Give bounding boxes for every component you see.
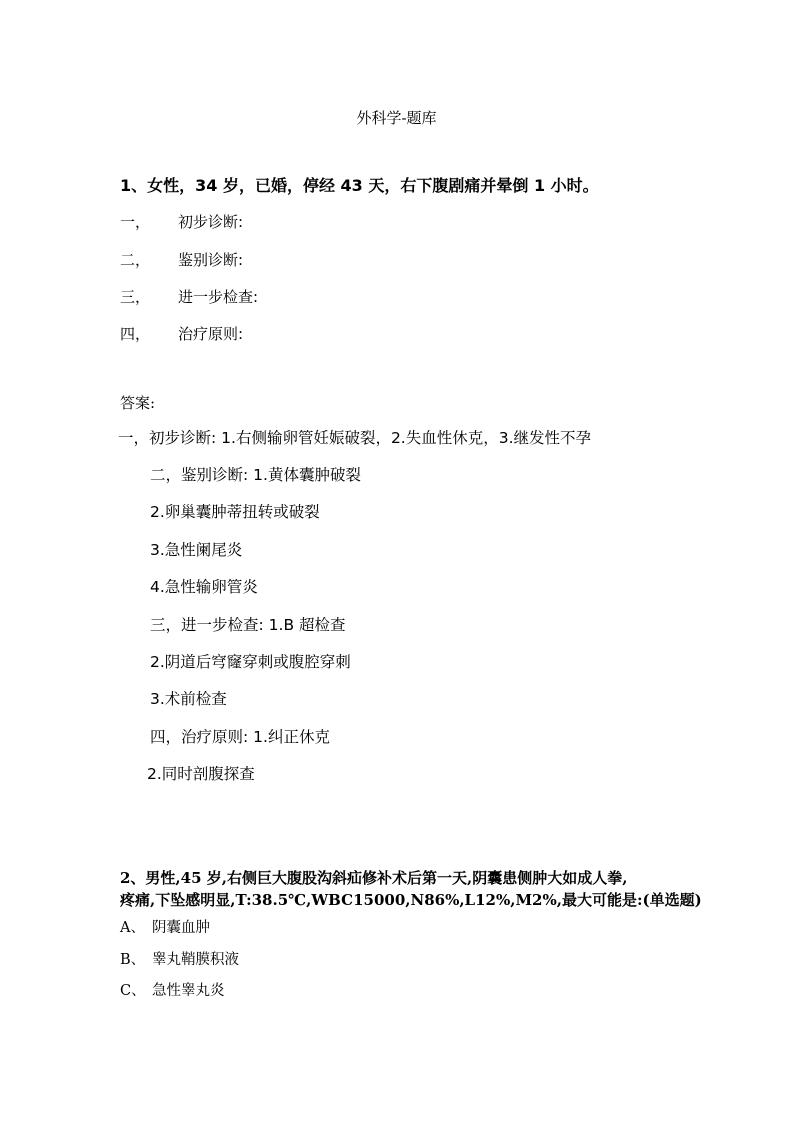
question-1-stem: 1、女性，34 岁，已婚，停经 43 天，右下腹剧痛并晕倒 1 小时。 <box>120 176 599 195</box>
item-label: 初步诊断: <box>178 213 244 231</box>
answer-line <box>150 503 320 522</box>
item-label: 鉴别诊断: <box>178 251 244 269</box>
item-number: 一， <box>120 213 151 231</box>
answer-text: 1.纠正休克 <box>253 728 330 746</box>
document-title: 外科学-题库 <box>356 109 437 127</box>
question-2-option-b <box>120 952 239 969</box>
question-1-item-4 <box>120 325 243 343</box>
answer-prefix: 二，鉴别诊断: <box>150 466 254 484</box>
question-2-stem-line-1: 2、男性,45 岁,右侧巨大腹股沟斜疝修补术后第一天,阴囊患侧肿大如成人拳, <box>120 869 628 887</box>
answer-line <box>147 765 255 784</box>
option-text: 阴囊血肿 <box>152 920 210 936</box>
item-number: 三， <box>120 288 151 306</box>
answer-line <box>118 429 591 448</box>
answer-prefix: 一，初步诊断: <box>118 429 222 447</box>
question-1-item-3 <box>120 288 258 306</box>
question-1-item-2 <box>120 251 243 269</box>
answer-text: 1.右侧输卵管妊娠破裂，2.失血性休克，3.继发性不孕 <box>221 429 592 447</box>
answer-line <box>150 466 361 485</box>
option-text: 睾丸鞘膜积液 <box>152 952 239 968</box>
answer-text: 2.阴道后穹窿穿刺或腹腔穿刺 <box>150 653 351 671</box>
question-2-option-c <box>120 983 225 1000</box>
answer-text: 2.卵巢囊肿蒂扭转或破裂 <box>150 503 320 521</box>
answer-text: 1.B 超检查 <box>268 616 346 634</box>
item-label: 治疗原则: <box>178 325 244 343</box>
answer-prefix: 四，治疗原则: <box>150 728 254 746</box>
answer-text: 4.急性输卵管炎 <box>150 578 258 596</box>
option-letter: C、 <box>120 983 146 999</box>
answer-line <box>150 616 346 635</box>
answer-line <box>150 653 351 672</box>
answer-text: 1.黄体囊肿破裂 <box>253 466 361 484</box>
question-2-stem-line-2: 疼痛,下坠感明显,T:38.5℃,WBC15000,N86%,L12%,M2%,最大可能是:(单选题) <box>120 891 702 909</box>
answer-text: 3.术前检查 <box>150 690 227 708</box>
option-letter: B、 <box>120 952 146 968</box>
answer-line <box>150 728 330 747</box>
question-1-item-1 <box>120 213 243 231</box>
item-number: 二， <box>120 251 151 269</box>
item-label: 进一步检查: <box>178 288 259 306</box>
answer-text: 2.同时剖腹探查 <box>147 765 255 783</box>
answer-text: 3.急性阑尾炎 <box>150 541 243 559</box>
question-2-option-a <box>120 920 210 937</box>
answer-label: 答案: <box>120 394 156 412</box>
answer-line <box>150 578 258 597</box>
option-text: 急性睾丸炎 <box>152 983 225 999</box>
answer-line <box>150 541 242 560</box>
answer-prefix: 三，进一步检查: <box>150 616 269 634</box>
answer-line <box>150 690 227 709</box>
option-letter: A、 <box>120 920 145 936</box>
item-number: 四， <box>120 325 151 343</box>
